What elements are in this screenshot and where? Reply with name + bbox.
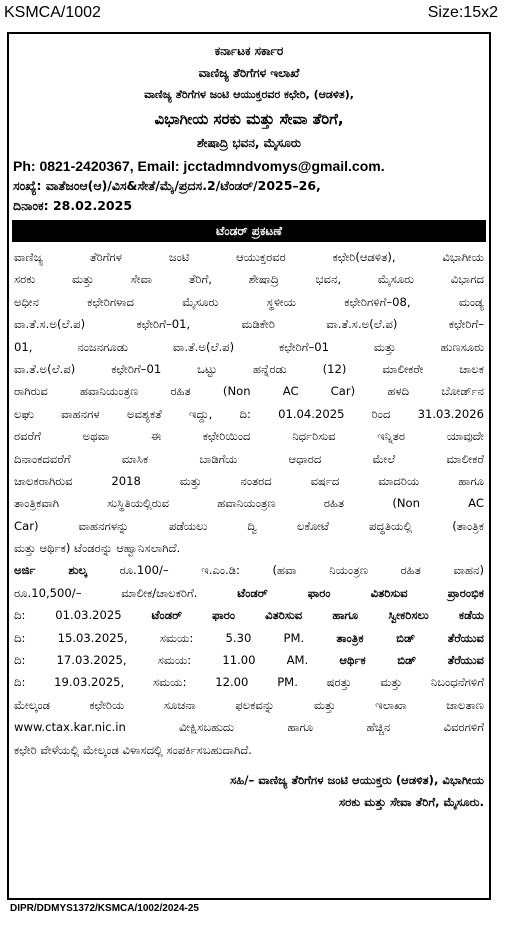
technical-bid-date: ದಿ: 17.03.2025, ಸಮಯ: 11.00 AM. <box>14 653 340 668</box>
reference-date: ದಿನಾಂಕ: 28.02.2025 <box>13 198 133 213</box>
body-line: Car) ವಾಹನಗಳನ್ನು ಪಡೆಯಲು ದ್ವಿ ಲಕೋಟೆ ಪದ್ಧತಿಯಲ್ಲಿ (ತಾಂತ್ರಿಕ <box>14 518 484 533</box>
submission-date: ದಿ: 15.03.2025, ಸಮಯ: 5.30 PM. <box>14 630 337 645</box>
body-line: ದಿ: 19.03.2025, ಸಮಯ: 12.00 PM. ಷರತ್ತು ಮತ್ತು ನಿಬಂಧನೆಗಳಿಗೆ <box>14 675 484 690</box>
header-department: ವಾಣಿಜ್ಯ ತೆರಿಗೆಗಳ ಇಲಾಖೆ <box>198 66 300 80</box>
signoff-line: ಸಹಿ/– ವಾಣಿಜ್ಯ ತೆರಿಗೆಗಳ ಜಂಟಿ ಆಯುಕ್ತರು (ಆಡಳಿತ), ವಿಭಾಗೀಯ <box>230 772 484 787</box>
submission-label: ಟೆಂಡರ್ ಫಾರಂ ವಿತರಿಸುವ ಹಾಗೂ ಸ್ವೀಕರಿಸಲು ಕಡೆಯ <box>151 608 484 623</box>
emd-text: ರೂ.10,500/– ಮಾಲೀಕ/ಚಾಲಕರಿಗೆ. <box>14 585 238 600</box>
notice-frame <box>7 32 491 900</box>
fee-text: ರೂ.100/– ಇ.ಎಂ.ಡಿ: (ಹವಾ ನಿಯಂತ್ರಣ ರಹಿತ ವಾಹನ) <box>87 563 484 578</box>
notice-header <box>9 34 489 154</box>
body-line: ವಾ.ತೆ.ಸ.ಅ(ಲೆ.ಪ) ಕಛೇರಿಗೆ–01, ಮಡಿಕೇರಿ ವಾ.ತೆ.ಸ.ಅ(ಲೆ.ಪ) ಕಛೇರಿಗೆ– <box>14 317 484 332</box>
body-line: ಮತ್ತು ಆರ್ಥಿಕ) ಟೆಂಡರನ್ನು ಆಹ್ವಾನಿಸಲಾಗಿದೆ. <box>14 541 181 556</box>
header-division: ವಿಭಾಗೀಯ ಸರಕು ಮತ್ತು ಸೇವಾ ತೆರಿಗೆ, <box>154 110 344 128</box>
body-line: ಕಛೇರಿ ವೇಳೆಯಲ್ಲಿ ಮೇಲ್ಕಂಡ ವಿಳಾಸದಲ್ಲಿ ಸಂಪರ್ಕಿಸಬಹುದಾಗಿದೆ. <box>14 742 252 757</box>
body-line <box>14 559 484 581</box>
technical-bid-label: ತಾಂತ್ರಿಕ ಬಿಡ್ ತೆರೆಯುವ <box>336 630 484 645</box>
header-government: ಕರ್ನಾಟಕ ಸರ್ಕಾರ <box>214 44 284 58</box>
body-line <box>14 604 484 626</box>
body-line: ಲಘು ವಾಹನಗಳ ಅವಶ್ಯಕತೆ ಇದ್ದು, ದಿ: 01.04.2025 ರಿಂದ 31.03.2026 <box>14 406 484 421</box>
signoff <box>9 761 489 814</box>
form-issue-label: ಟೆಂಡರ್ ಫಾರಂ ವಿತರಿಸುವ ಪ್ರಾರಂಭಿಕ <box>237 585 484 600</box>
reference-number: ಸಂಖ್ಯೆ: ವಾತೆಜಂಆ(ಆ)/ವಿಸ&ಸೇತೆ/ಮೈ/ಪ್ರದಸ.2/ಟೆಂಡರ್/2025–26, <box>13 178 321 193</box>
top-bar <box>0 0 506 26</box>
ad-code: KSMCA/1002 <box>4 4 101 21</box>
header-office: ವಾಣಿಜ್ಯ ತೆರಿಗೆಗಳ ಜಂಟಿ ಆಯುಕ್ತರವರ ಕಛೇರಿ, (ಆಡಳಿತ), <box>144 88 354 101</box>
body-line: ತಾಂತ್ರಿಕವಾಗಿ ಸುಸ್ಥಿತಿಯಲ್ಲಿರುವ ಹವಾನಿಯಂತ್ರಣ ರಹಿತ (Non AC <box>14 496 484 511</box>
body-line <box>14 582 484 604</box>
body-line: ವಾಣಿಜ್ಯ ತೆರಿಗೆಗಳ ಜಂಟಿ ಆಯುಕ್ತರವರ ಕಛೇರಿ(ಆಡಳಿತ), ವಿಭಾಗೀಯ <box>14 250 484 264</box>
body-line: ಅಧೀನ ಕಛೇರಿಗಳಾದ ಮೈಸೂರು ಸ್ಥಳೀಯ ಕಛೇರಿಗಳಿಗೆ–08, ಮಂಡ್ಯ <box>14 294 484 309</box>
body-line: ವಾ.ತೆ.ಅ(ಲೆ.ಪ) ಕಛೇರಿಗೆ–01 ಒಟ್ಟು ಹನ್ನೆರಡು (12) ಮಾಲೀಕರೇ ಚಾಲಕ <box>14 361 484 376</box>
notice-body <box>9 242 489 761</box>
body-line: 01, ನಂಜನಗೂಡು ವಾ.ತೆ.ಅ(ಲೆ.ಪ) ಕಛೇರಿಗೆ–01 ಮತ್ತು ಹುಣಸೂರು <box>14 339 484 354</box>
body-line: ರಾಗಿರುವ ಹವಾನಿಯಂತ್ರಣ ರಹಿತ (Non AC Car) ಹಳದಿ ಬೋರ್ಡ್‌ನ <box>14 384 484 399</box>
body-line: ಚಾಲಕರಾಗಿರುವ 2018 ಮತ್ತು ನಂತರದ ವರ್ಷದ ಮಾದರಿಯ ಹಾಗೂ <box>14 473 484 488</box>
contact-line: Ph: 0821-2420367, Email: jcctadmndvomys@gmail.com. <box>13 158 385 174</box>
body-line <box>14 627 484 649</box>
body-line: ಸರಕು ಮತ್ತು ಸೇವಾ ತೆರಿಗೆ, ಶೇಷಾದ್ರಿ ಭವನ, ಮೈಸೂರು ವಿಭಾಗದ <box>14 272 484 287</box>
tender-title-banner: ಟೆಂಡರ್ ಪ್ರಕಟಣೆ <box>12 220 486 242</box>
body-line: www.ctax.kar.nic.in ವೀಕ್ಷಿಸಬಹುದು ಹಾಗೂ ಹೆಚ್ಚಿನ ವಿವರಗಳಿಗೆ <box>14 720 484 735</box>
dipr-reference: DIPR/DDMYS1372/KSMCA/1002/2024-25 <box>10 903 199 914</box>
signoff-line: ಸರಕು ಮತ್ತು ಸೇವಾ ತೆರಿಗೆ, ಮೈಸೂರು. <box>338 795 484 810</box>
financial-bid-label: ಆರ್ಥಿಕ ಬಿಡ್ ತೆರೆಯುವ <box>339 653 484 668</box>
body-line <box>14 649 484 671</box>
body-line: ದಿನಾಂಕದವರೆಗೆ ಮಾಸಿಕ ಬಾಡಿಗೆಯ ಆಧಾರದ ಮೇಲೆ ಮಾಲೀಕರೆ <box>14 451 484 466</box>
body-line: ರವರೆಗೆ ಅಥವಾ ಈ ಕಛೇರಿಯಿಂದ ನಿರ್ಧರಿಸುವ ಇನ್ನಿತರ ಯಾವುದೇ <box>14 429 484 444</box>
body-line: ಮೇಲ್ಕಂಡ ಕಛೇರಿಯ ಸೂಚನಾ ಫಲಕವನ್ನು ಮತ್ತು ಇಲಾಖಾ ಜಾಲತಾಣ <box>14 697 484 712</box>
ad-size: Size:15x2 <box>427 4 498 21</box>
fee-label: ಅರ್ಜಿ ಶುಲ್ಕ <box>14 563 88 578</box>
header-address: ಶೇಷಾದ್ರಿ ಭವನ, ಮೈಸೂರು <box>196 136 301 150</box>
issue-date: ದಿ: 01.03.2025 <box>14 608 152 623</box>
